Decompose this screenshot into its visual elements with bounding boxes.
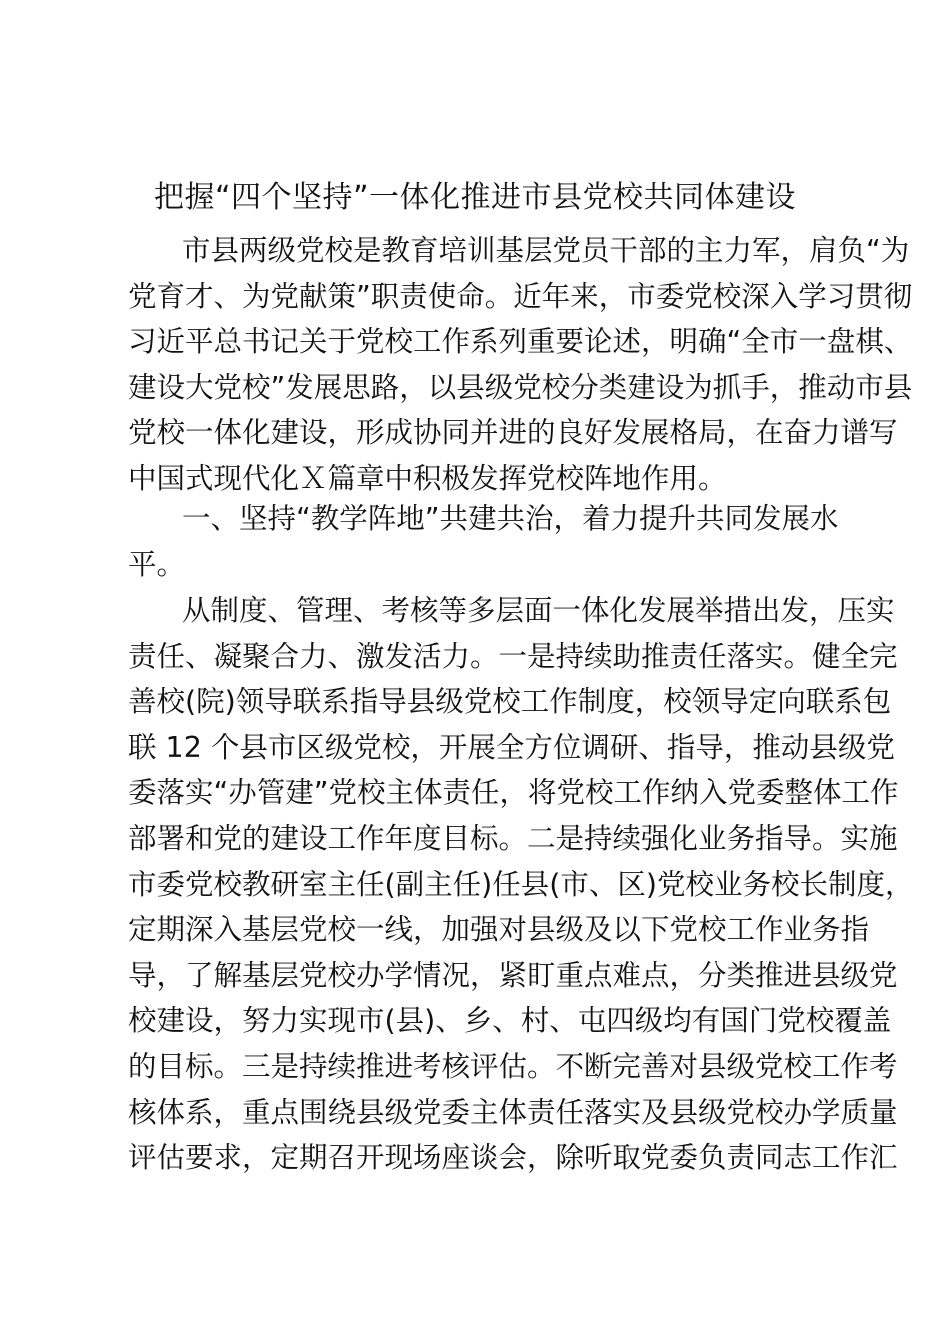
paragraph-line: 定期深入基层党校一线，加强对县级及以下党校工作业务指 <box>128 913 870 947</box>
section-paragraph <box>128 588 914 1181</box>
paragraph-line: 的目标。三是持续推进考核评估。不断完善对县级党校工作考 <box>128 1049 898 1083</box>
intro-paragraph <box>128 228 913 502</box>
paragraph-line: 导，了解基层党校办学情况，紧盯重点难点，分类推进县级党 <box>128 958 898 992</box>
paragraph-line: 联 12 个县市区级党校，开展全方位调研、指导，推动县级党 <box>128 730 895 764</box>
paragraph-line: 中国式现代化Ｘ篇章中积极发挥党校阵地作用。 <box>128 461 727 495</box>
paragraph-line: 责任、凝聚合力、激发活力。一是持续助推责任落实。健全完 <box>128 639 898 673</box>
paragraph-line: 建设大党校”发展思路，以县级党校分类建设为抓手，推动市县 <box>128 370 913 404</box>
paragraph-line: 校建设，努力实现市(县)、乡、村、屯四级均有国门党校覆盖 <box>128 1004 892 1038</box>
paragraph-line: 委落实“办管建”党校主体责任，将党校工作纳入党委整体工作 <box>128 776 899 810</box>
paragraph-line: 从制度、管理、考核等多层面一体化发展举措出发，压实 <box>182 594 895 627</box>
document-title: 把握“四个坚持”一体化推进市县党校共同体建设 <box>153 180 797 215</box>
paragraph-line: 习近平总书记关于党校工作系列重要论述，明确“全市一盘棋、 <box>128 325 913 359</box>
paragraph-line: 党校一体化建设，形成协同并进的良好发展格局，在奋力谱写 <box>128 416 898 450</box>
paragraph-line: 市委党校教研室主任(副主任)任县(市、区)党校业务校长制度， <box>128 867 914 901</box>
paragraph-line: 核体系，重点围绕县级党委主体责任落实及县级党校办学质量 <box>128 1095 898 1129</box>
heading-line: 一、坚持“教学阵地”共建共治，着力提升共同发展水 <box>182 502 839 535</box>
paragraph-line: 评估要求，定期召开现场座谈会，除听取党委负责同志工作汇 <box>128 1141 898 1175</box>
paragraph-line: 党育才、为党献策”职责使命。近年来，市委党校深入学习贯彻 <box>128 279 913 313</box>
paragraph-line: 善校(院)领导联系指导县级党校工作制度，校领导定向联系包 <box>128 685 892 719</box>
paragraph-line: 市县两级党校是教育培训基层党员干部的主力军，肩负“为 <box>182 234 910 267</box>
paragraph-line: 部署和党的建设工作年度目标。二是持续强化业务指导。实施 <box>128 821 898 855</box>
heading-line: 平。 <box>128 547 186 581</box>
section-heading <box>128 496 839 587</box>
